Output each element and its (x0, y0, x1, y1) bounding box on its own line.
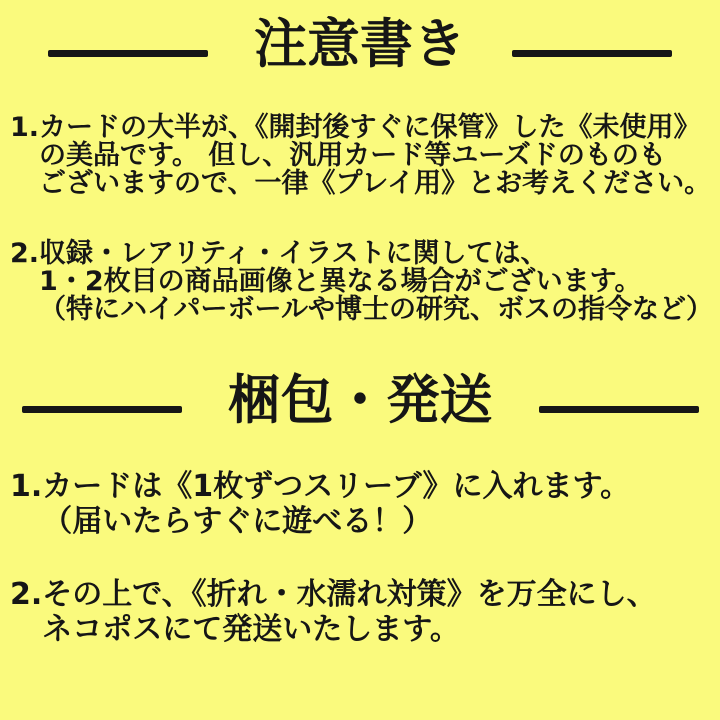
item-number: 1. (10, 469, 43, 504)
heading-rule-left (22, 406, 182, 413)
heading-rule-left (48, 50, 208, 57)
item-text-line: ございますので、一律《プレイ用》とお考えください。 (39, 168, 712, 199)
heading-rule-right (512, 50, 672, 57)
item-text-line: （届いたらすぐに遊べる！） (42, 504, 433, 539)
item-text (39, 240, 716, 324)
heading-notes (0, 14, 720, 75)
item-text-line: （特にハイパーボールや博士の研究、ボスの指令など） (39, 294, 713, 325)
heading-notes-title: 注意書き (254, 14, 466, 75)
heading-shipping-title: 梱包・発送 (227, 370, 493, 431)
item-text-line: カードは《1枚ずつスリーブ》に入れます。 (42, 469, 631, 504)
heading-rule-right (539, 406, 699, 413)
item-text-line: 収録・レアリティ・イラストに関しては、 (39, 238, 548, 269)
item-text (42, 469, 716, 539)
heading-shipping (0, 370, 720, 431)
item-text-line: カードの大半が、《開封後すぐに保管》した《未使用》 (39, 112, 701, 143)
item-number: 2. (10, 577, 43, 612)
ship-item-1 (10, 469, 716, 539)
item-text-line: 1・2枚目の商品画像と異なる場合がございます。 (39, 266, 642, 297)
item-text (42, 577, 716, 647)
item-text (39, 114, 716, 198)
item-text-line: の美品です。 但し、汎用カード等ユーズドのものも (39, 140, 666, 171)
item-number: 1. (10, 112, 40, 143)
item-number: 2. (10, 238, 40, 269)
item-text-line: ネコポスにて発送いたします。 (42, 612, 460, 647)
notes-item-2 (10, 240, 716, 324)
notes-item-1 (10, 114, 716, 198)
item-text-line: その上で、《折れ・水濡れ対策》を万全にし、 (42, 577, 657, 612)
ship-item-2 (10, 577, 716, 647)
